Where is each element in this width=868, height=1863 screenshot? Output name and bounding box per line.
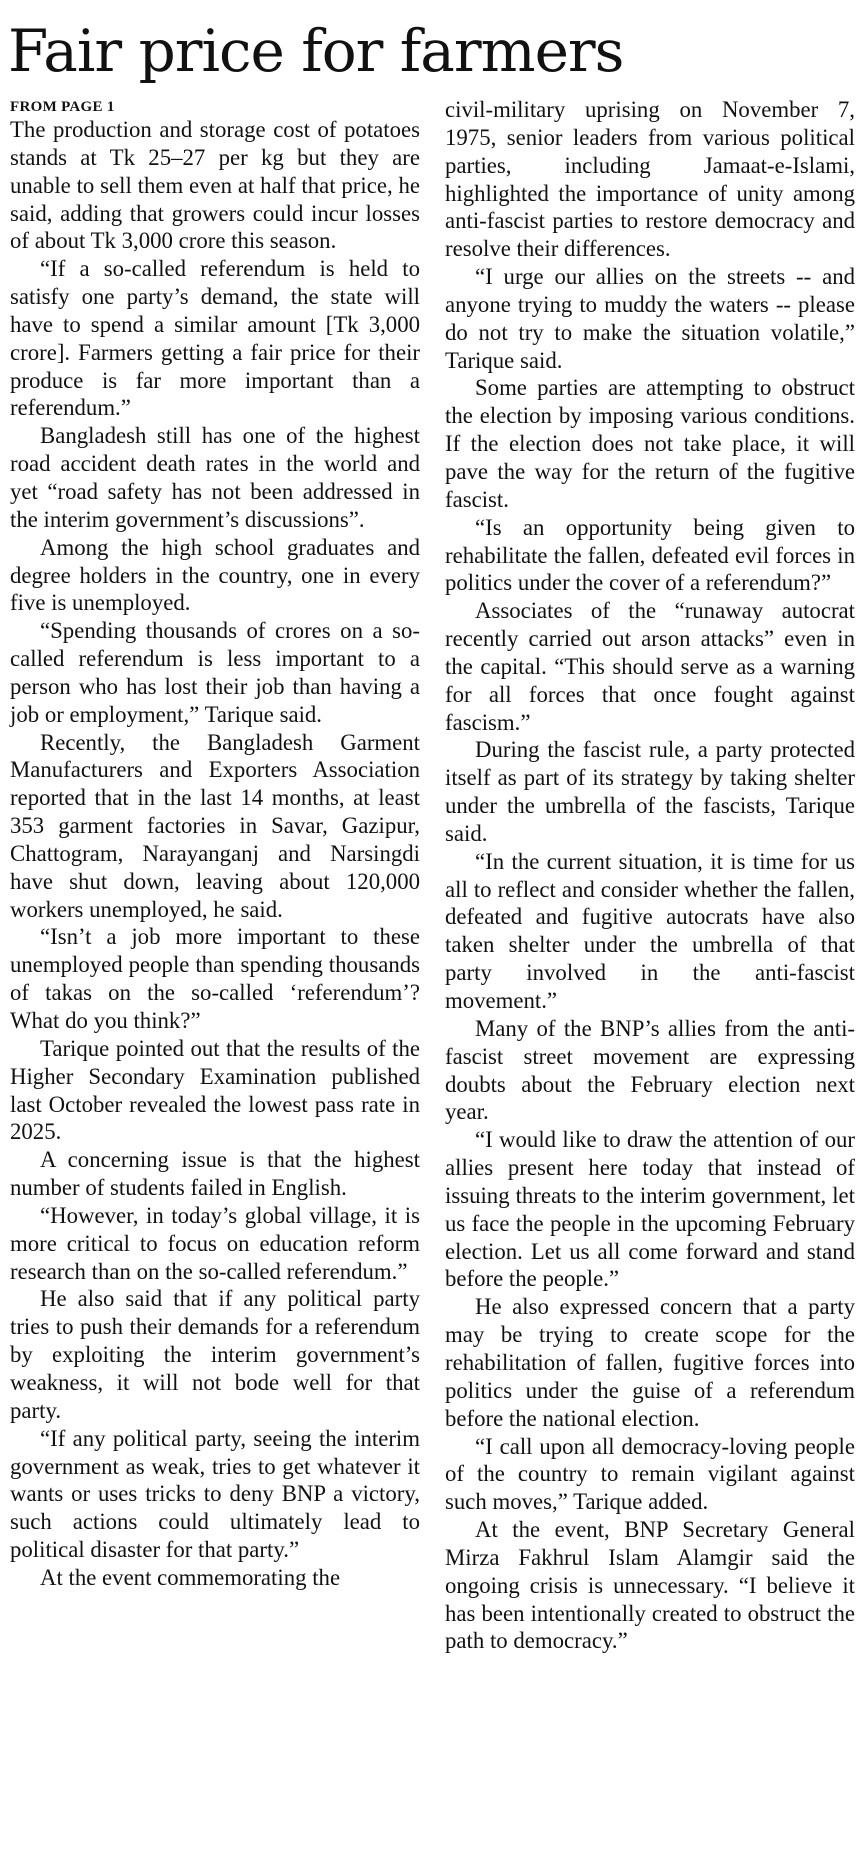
continued-paragraph: civil-military uprising on November 7, 1975, senior leaders from various political parties, including Jamaat-e-Islami, highlighted the importance of unity among anti-fascist parties to restore democracy and resolve their differences. <box>445 97 855 262</box>
paragraph: Tarique pointed out that the results of the Higher Secondary Examination published last October revealed the lowest pass rate in 2025. <box>10 1035 420 1145</box>
paragraph: During the fascist rule, a party protected itself as part of its strategy by taking shelter under the umbrella of the fascists, Tarique said. <box>445 737 855 846</box>
paragraph: Among the high school graduates and degree holders in the country, one in every five is unemployed. <box>10 534 420 616</box>
paragraph: Recently, the Bangladesh Garment Manufacturers and Exporters Association reported that in the last 14 months, at least 353 garment factories in Savar, Gazipur, Chattogram, Narayanganj and Narsingdi have shut down, leaving about 120,000 workers unemployed, he said. <box>10 729 420 922</box>
paragraph: “Is an opportunity being given to rehabilitate the fallen, defeated evil forces in politics under the cover of a referendum?” <box>445 514 855 596</box>
kicker: FROM PAGE 1 <box>10 99 115 115</box>
paragraph: He also expressed concern that a party may be trying to create scope for the rehabilitation of fallen, fugitive forces into politics under the guise of a referendum before the national election. <box>445 1294 855 1431</box>
paragraph: “I urge our allies on the streets -- and anyone trying to muddy the waters -- please do not try to make the situation volatile,” Tarique said. <box>445 264 855 373</box>
paragraph: He also said that if any political party tries to push their demands for a referendum by exploiting the interim government’s weakness, it will not bode well for that party. <box>10 1286 420 1423</box>
paragraph: Many of the BNP’s allies from the anti-fascist street movement are expressing doubts about the February election next year. <box>445 1015 855 1125</box>
paragraph: “However, in today’s global village, it is more critical to focus on education reform research than on the so-called referendum.” <box>10 1202 420 1284</box>
paragraph: Some parties are attempting to obstruct the election by imposing various conditions. If the election does not take place, it will pave the way for the return of the fugitive fascist. <box>445 375 855 512</box>
paragraph: The production and storage cost of potatoes stands at Tk 25–27 per kg but they are unable to sell them even at half that price, he said, adding that growers could incur losses of about Tk 3,000 crore this season. <box>10 117 420 254</box>
paragraph: “Spending thousands of crores on a so-called referendum is less important to a person who has lost their job than having a job or employment,” Tarique said. <box>10 618 420 727</box>
paragraph: Associates of the “runaway autocrat recently carried out arson attacks” even in the capital. “This should serve as a warning for all forces that once fought against fascism.” <box>445 598 855 735</box>
paragraph: “If a so-called referendum is held to satisfy one party’s demand, the state will have to spend a similar amount [Tk 3,000 crore]. Farmers getting a fair price for their produce is far more important than a referendum.” <box>10 256 420 421</box>
paragraph: “In the current situation, it is time for us all to reflect and consider whether the fallen, defeated and fugitive autocrats have also taken shelter under the umbrella of that party involved in the anti-fascist movement.” <box>445 848 855 1013</box>
paragraph: At the event, BNP Secretary General Mirza Fakhrul Islam Alamgir said the ongoing crisis is unnecessary. “I believe it has been intentionally created to obstruct the path to democracy.” <box>445 1517 855 1654</box>
right-column <box>445 96 855 1655</box>
paragraph: “If any political party, seeing the interim government as weak, tries to get whatever it wants or uses tricks to deny BNP a victory, such actions could ultimately lead to political disaster for that party.” <box>10 1425 420 1563</box>
headline: Fair price for farmers <box>8 17 624 85</box>
paragraph: “Isn’t a job more important to these unemployed people than spending thousands of takas on the so-called ‘referendum’? What do you think?” <box>10 924 420 1033</box>
paragraph: “I call upon all democracy-loving people of the country to remain vigilant against such moves,” Tarique added. <box>445 1433 855 1515</box>
left-column <box>10 98 420 1592</box>
paragraph: Bangladesh still has one of the highest road accident death rates in the world and yet “road safety has not been addressed in the interim government’s discussions”. <box>10 423 420 532</box>
paragraph: A concerning issue is that the highest number of students failed in English. <box>10 1147 420 1201</box>
paragraph: At the event commemorating the <box>40 1564 341 1590</box>
paragraph: “I would like to draw the attention of our allies present here today that instead of issuing threats to the interim government, let us face the people in the upcoming February election. Let us all come forward and stand before the people.” <box>445 1127 855 1292</box>
